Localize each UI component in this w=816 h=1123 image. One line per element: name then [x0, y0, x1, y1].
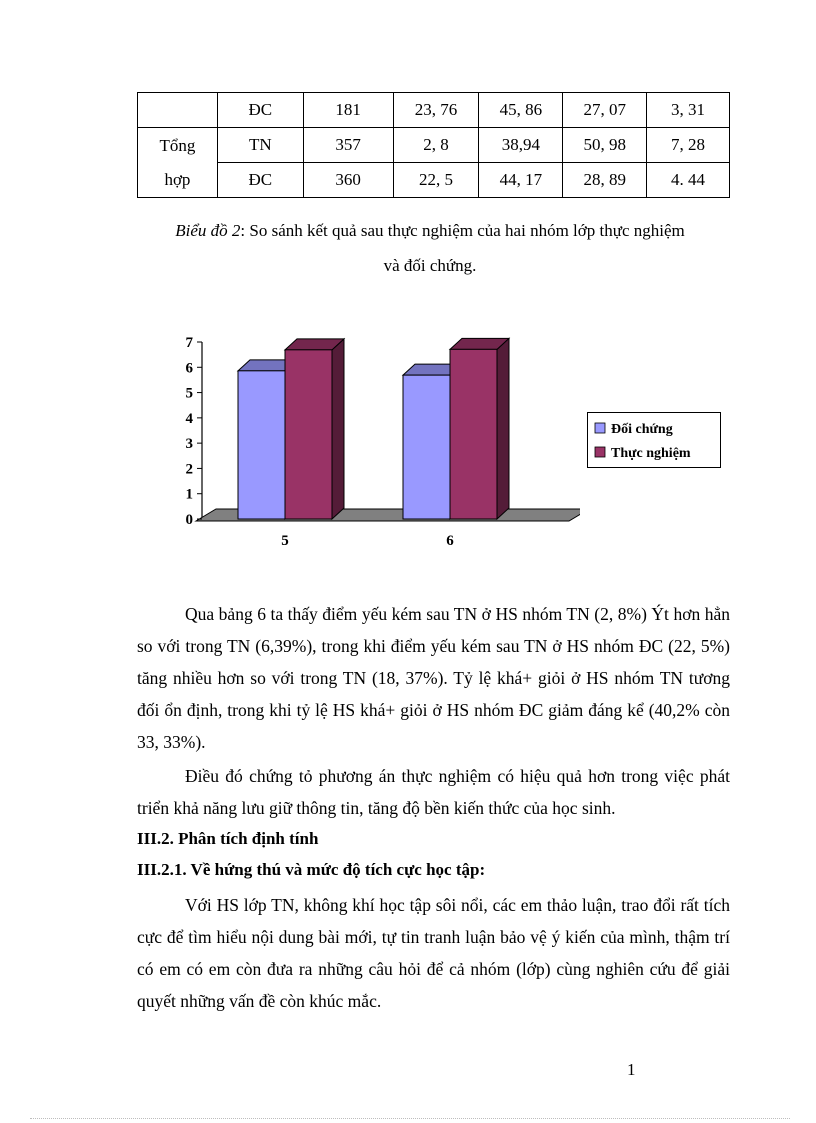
table-cell: ĐC	[217, 163, 303, 198]
table-cell: 23, 76	[393, 93, 479, 128]
table-cell: 27, 07	[563, 93, 647, 128]
y-tick-label: 3	[185, 436, 193, 453]
table-cell: TN	[217, 128, 303, 163]
table-row	[138, 128, 730, 163]
page-number: 1	[627, 1060, 636, 1079]
table-cell-group	[138, 93, 218, 128]
chart-legend	[587, 412, 722, 470]
table-cell: 357	[303, 128, 393, 163]
section-heading: III.2. Phân tích định tính	[137, 829, 319, 848]
chart-caption	[120, 220, 740, 242]
table-cell: 50, 98	[563, 128, 647, 163]
group-label-line2: hợp	[164, 169, 191, 189]
paragraph-text: Điều đó chứng tỏ phương án thực nghiệm có hiệu quả hơn trong việc phát triển khả năng lưu giữ thông tin, tăng độ bền kiến thức của học sinh.	[137, 766, 730, 818]
legend-label-series-0: Đối chứng	[611, 422, 673, 437]
table-cell: 3, 31	[647, 93, 730, 128]
body-paragraph-3	[137, 889, 730, 1017]
body-paragraph-1	[137, 598, 730, 758]
caption-label: Biểu đồ 2	[175, 221, 241, 240]
body-paragraph-2	[137, 760, 730, 824]
table-cell: 38,94	[479, 128, 563, 163]
legend-swatch-series-0	[595, 423, 605, 433]
table-cell-group-merged	[138, 128, 218, 198]
y-tick-label: 0	[185, 512, 193, 528]
bar-1-1	[450, 349, 497, 519]
table-cell: 44, 17	[479, 163, 563, 198]
footer-divider	[30, 1118, 790, 1119]
table-row	[138, 93, 730, 128]
y-tick-label: 6	[185, 360, 193, 377]
y-tick-label: 7	[185, 335, 193, 351]
table-row	[138, 163, 730, 198]
paragraph-text: Qua bảng 6 ta thấy điểm yếu kém sau TN ở HS nhóm TN (2, 8%) Ýt hơn hẳn so với trong TN (6,39%), trong khi điểm yếu kém sau TN ở HS nhóm ĐC (22, 5%) tăng nhiều hơn so với trong TN (18, 37%). Tỷ lệ khá+ giỏi ở HS nhóm TN tương đối ổn định, trong khi tỷ lệ HS khá+ giỏi ở HS nhóm ĐC giảm đáng kể (40,2% còn 33, 33%).	[137, 604, 730, 752]
table-cell: 45, 86	[479, 93, 563, 128]
subsection-heading: III.2.1. Về hứng thú và mức độ tích cực học tập:	[137, 860, 486, 879]
group-label-line1: Tổng	[159, 135, 196, 155]
table-cell: ĐC	[217, 93, 303, 128]
table-cell: 7, 28	[647, 128, 730, 163]
y-tick-label: 5	[185, 385, 193, 402]
bar-1-0	[403, 375, 450, 519]
table-cell: 181	[303, 93, 393, 128]
paragraph-text: Với HS lớp TN, không khí học tập sôi nổi, các em thảo luận, trao đổi rất tích cực để tìm hiểu nội dung bài mới, tự tin tranh luận bảo vệ ý kiến của mình, thậm trí có em có em còn đưa ra những câu hỏi để cả nhóm (lớp) cùng nghiên cứu để giải quyết những vấn đề còn khúc mắc.	[137, 895, 730, 1011]
legend-label-series-1: Thực nghiệm	[611, 446, 691, 461]
table-cell: 2, 8	[393, 128, 479, 163]
chart-bars	[238, 338, 509, 519]
table-cell: 22, 5	[393, 163, 479, 198]
results-table	[137, 92, 730, 198]
x-tick-label: 6	[446, 533, 454, 549]
bar-chart	[160, 325, 580, 550]
table-cell: 28, 89	[563, 163, 647, 198]
y-tick-label: 2	[185, 461, 193, 478]
caption-text-line1: : So sánh kết quả sau thực nghiệm của hai nhóm lớp thực nghiệm	[240, 221, 685, 240]
chart-caption-line2: và đối chứng.	[383, 256, 477, 275]
y-tick-label: 4	[185, 410, 193, 427]
table-cell: 4. 44	[647, 163, 730, 198]
y-tick-label: 1	[185, 486, 193, 503]
bar-0-0	[238, 371, 285, 519]
bar-side-1-1	[497, 338, 509, 519]
table-cell: 360	[303, 163, 393, 198]
legend-swatch-series-1	[595, 447, 605, 457]
bar-0-1	[285, 350, 332, 519]
x-tick-label: 5	[281, 533, 289, 549]
bar-side-0-1	[332, 339, 344, 519]
